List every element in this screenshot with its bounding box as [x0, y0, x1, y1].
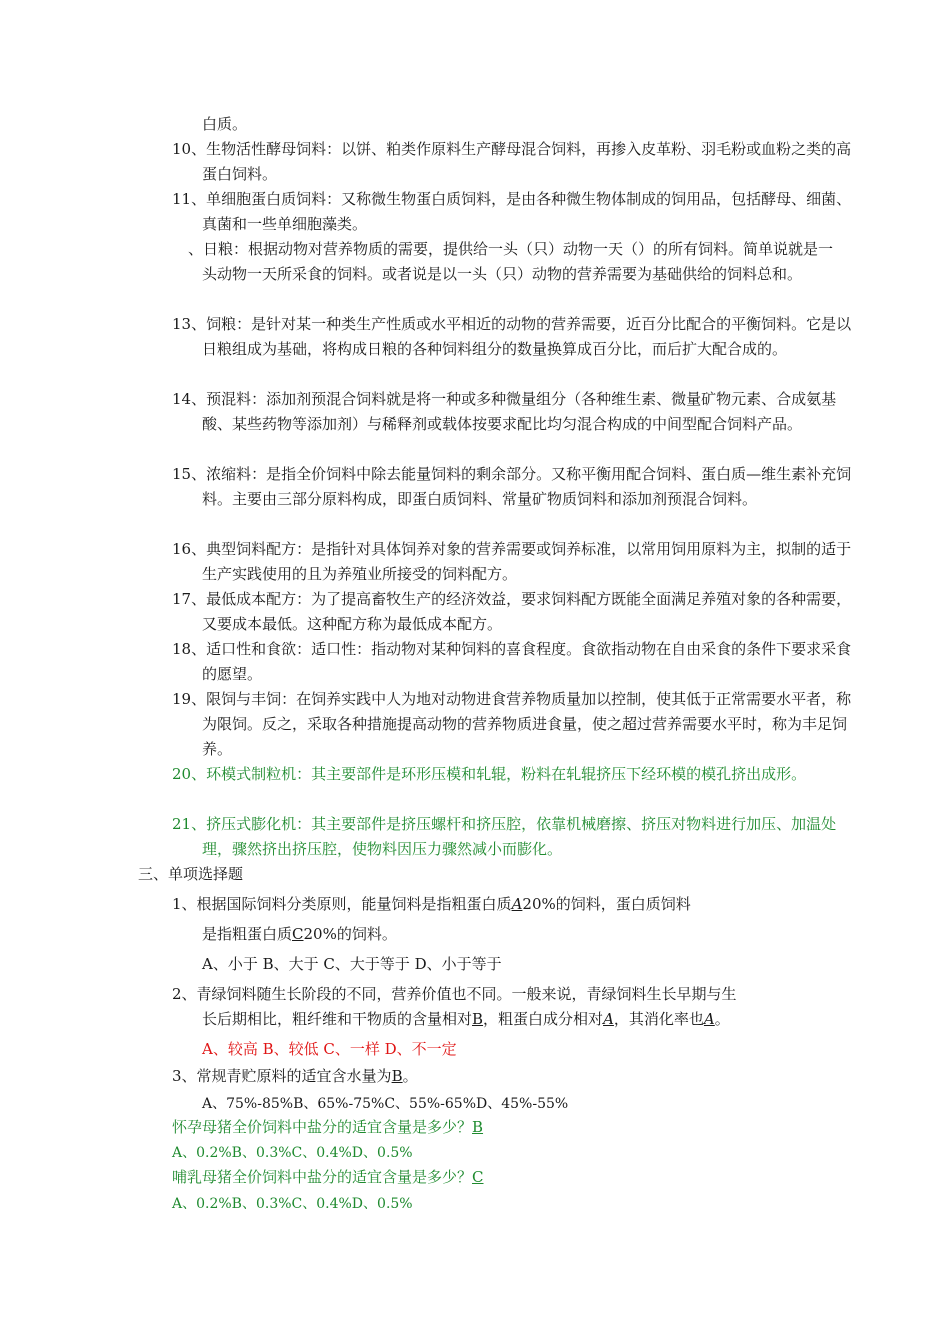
answer-blank: C	[292, 925, 304, 943]
definition-21: 21、挤压式膨化机：其主要部件是挤压螺杆和挤压腔，依靠机械磨擦、挤压对物料进行加压、加温处理，骤然挤出挤压腔，使物料因压力骤然减小而膨化。	[172, 815, 837, 858]
definition-13: 13、饲粮：是针对某一种类生产性质或水平相近的动物的营养需要，近百分比配合的平衡饲料。它是以日粮组成为基础，将构成日粮的各种饲料组分的数量换算成百分比，而后扩大配合成的。	[172, 315, 852, 358]
question-1-cont: 是指粗蛋白质C20%的饲料。	[202, 925, 397, 943]
definition-18: 18、适口性和食欲：适口性：指动物对某种饲料的喜食程度。食欲指动物在自由采食的条件下要求采食的愿望。	[172, 640, 852, 683]
section-title: 三、单项选择题	[138, 865, 244, 883]
question-4: 怀孕母猪全价饲料中盐分的适宜含量是多少？B	[172, 1118, 484, 1136]
definition-12: 、日粮：根据动物对营养物质的需要，提供给一头（只）动物一天（）的所有饲料。简单说就是一头动物一天所采食的饲料。或者说是以一头（只）动物的营养需要为基础供给的饲料总和。	[188, 240, 834, 283]
question-3: 3、常规青贮原料的适宜含水量为B。	[172, 1067, 418, 1085]
answer-blank: C	[472, 1168, 484, 1186]
definition-10: 10、生物活性酵母饲料：以饼、粕类作原料生产酵母混合饲料，再掺入皮革粉、羽毛粉或血粉之类的高蛋白饲料。	[172, 140, 852, 183]
definition-19: 19、限饲与丰饲：在饲养实践中人为地对动物进食营养物质量加以控制，使其低于正常需要水平者，称为限饲。反之，采取各种措施提高动物的营养物质进食量，使之超过营养需要水平时，称为丰足饲养。	[172, 690, 852, 758]
question-2-cont: 长后期相比，粗纤维和干物质的含量相对B，粗蛋白成分相对A，其消化率也A。	[202, 1010, 730, 1028]
answer-blank: A	[603, 1010, 614, 1028]
answer-blank: B	[472, 1010, 484, 1028]
question-2: 2、青绿饲料随生长阶段的不同，营养价值也不同。一般来说，青绿饲料生长早期与生	[172, 985, 737, 1003]
answer-blank: A	[511, 895, 523, 913]
question-2-options: A、较高 B、较低 C、一样 D、不一定	[202, 1040, 457, 1058]
question-3-options: A、75%-85%B、65%-75%C、55%-65%D、45%-55%	[202, 1096, 569, 1112]
definition-14: 14、预混料：添加剂预混合饲料就是将一种或多种微量组分（各种维生素、微量矿物元素、合成氨基酸、某些药物等添加剂）与稀释剂或载体按要求配比均匀混合构成的中间型配合饲料产品。	[172, 390, 837, 433]
definition-20: 20、环模式制粒机：其主要部件是环形压模和轧辊，粉料在轧辊挤压下经环模的模孔挤出成形。	[172, 765, 807, 783]
question-1: 1、根据国际饲料分类原则，能量饲料是指粗蛋白质A20%的饲料，蛋白质饲料	[172, 895, 691, 913]
question-5-options: A、0.2%B、0.3%C、0.4%D、0.5%	[172, 1196, 413, 1212]
definition-17: 17、最低成本配方：为了提高畜牧生产的经济效益，要求饲料配方既能全面满足养殖对象的各种需要，又要成本最低。这种配方称为最低成本配方。	[172, 590, 852, 633]
question-1-options: A、小于 B、大于 C、大于等于 D、小于等于	[202, 955, 502, 973]
answer-blank: B	[472, 1118, 484, 1136]
definition-15: 15、浓缩料：是指全价饲料中除去能量饲料的剩余部分。又称平衡用配合饲料、蛋白质—维生素补充饲料。主要由三部分原料构成，即蛋白质饲料、常量矿物质饲料和添加剂预混合饲料。	[172, 465, 852, 508]
continued-text: 白质。	[202, 115, 248, 133]
definition-16: 16、典型饲料配方：是指针对具体饲养对象的营养需要或饲养标准，以常用饲用原料为主，拟制的适于生产实践使用的且为养殖业所接受的饲料配方。	[172, 540, 852, 583]
answer-blank: A	[703, 1010, 715, 1028]
question-5: 哺乳母猪全价饲料中盐分的适宜含量是多少？C	[172, 1168, 484, 1186]
question-4-options: A、0.2%B、0.3%C、0.4%D、0.5%	[172, 1145, 413, 1161]
answer-blank: B	[391, 1067, 403, 1085]
definition-11: 11、单细胞蛋白质饲料：又称微生物蛋白质饲料，是由各种微生物体制成的饲用品，包括酵母、细菌、真菌和一些单细胞藻类。	[172, 190, 852, 233]
